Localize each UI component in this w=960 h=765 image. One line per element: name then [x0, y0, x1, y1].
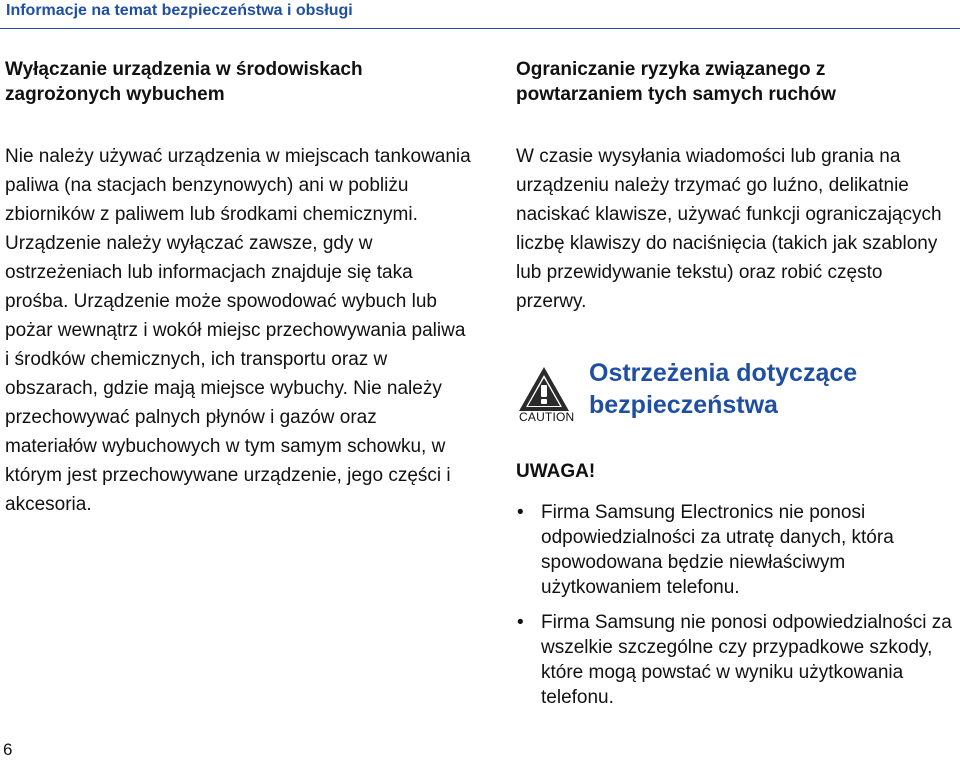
caution-label: CAUTION — [519, 410, 575, 424]
running-header-title: Informacje na temat bezpieczeństwa i obsługi — [6, 2, 353, 19]
page-number: 6 — [3, 740, 13, 759]
warning-bullet-item — [516, 610, 956, 710]
explosive-environment-body: Nie należy używać urządzenia w miejscach tankowania paliwa (na stacjach benzynowych) ani w pobliżu zbiorników z paliwem lub środkami chemicznymi. Urządzenie należy wyłączać zawsze, gdy w ostrzeżeniach lub informacjach znajduje się taka prośba. Urządzenie może spowodować wybuch lub pożar wewnątrz i wokół miejsc przechowywania paliwa i środków chemicznych, ich transportu oraz w obszarach, gdzie mają miejsce wybuchy. Nie należy przechowywać palnych płynów i gazów oraz materiałów wybuchowych w tym samym schowku, w którym jest przechowywane urządzenie, jego części i akcesoria. — [5, 146, 471, 515]
caution-block — [516, 357, 956, 437]
warning-bullet-text: Firma Samsung nie ponosi odpowiedzialności za wszelkie szczególne czy przypadkowe szkody, które mogą powstać w wyniku użytkowania telefonu. — [541, 612, 952, 708]
header-divider — [0, 28, 960, 29]
warning-bullet-text: Firma Samsung Electronics nie ponosi odpowiedzialności za utratę danych, która spowodowana będzie niewłaściwym użytkowaniem telefonu. — [541, 502, 894, 598]
warning-bullet-list — [516, 500, 956, 710]
right-column — [516, 57, 956, 720]
bullet-icon: • — [517, 502, 524, 523]
explosive-environment-title: Wyłączanie urządzenia w środowiskach zagrożonych wybuchem — [5, 59, 363, 105]
repetitive-motion-body: W czasie wysyłania wiadomości lub grania na urządzeniu należy trzymać go luźno, delikatnie naciskać klawisze, używać funkcji ograniczających liczbę klawiszy do naciśnięcia (takich jak szablony lub przewidywanie tekstu) oraz robić często przerwy. — [516, 146, 942, 312]
left-column — [5, 57, 473, 519]
bullet-icon: • — [517, 612, 524, 633]
warning-bullet-item — [516, 500, 956, 600]
safety-warnings-heading: Ostrzeżenia dotyczące bezpieczeństwa — [589, 359, 858, 419]
warning-label: UWAGA! — [516, 461, 596, 482]
repetitive-motion-title: Ograniczanie ryzyka związanego z powtarzaniem tych samych ruchów — [516, 59, 836, 105]
